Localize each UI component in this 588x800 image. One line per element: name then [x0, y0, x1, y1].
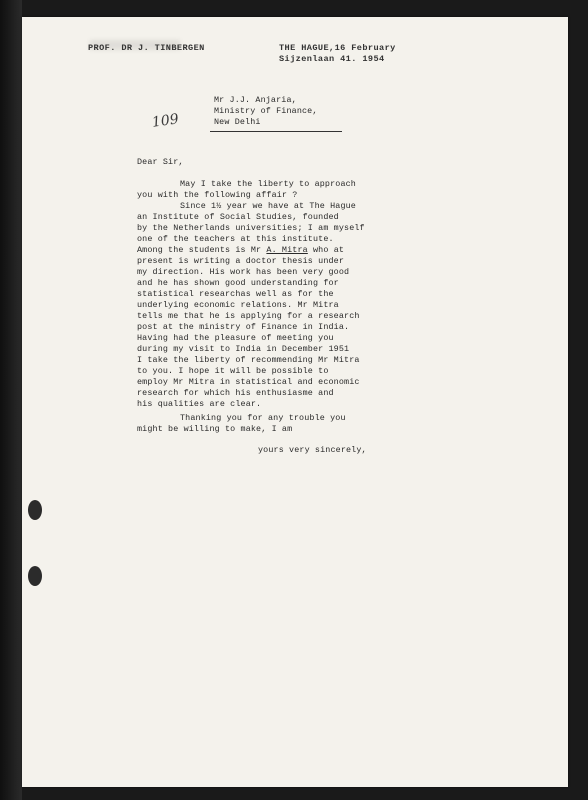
para2-line: one of the teachers at this institute. — [137, 234, 334, 244]
scan-left-edge — [0, 0, 22, 800]
para2-line: and he has shown good understanding for — [137, 278, 339, 288]
recipient-name: Mr J.J. Anjaria, — [214, 95, 297, 105]
address-underline — [210, 131, 342, 132]
mitra-name: A. Mitra — [266, 245, 308, 255]
para2-line: post at the ministry of Finance in India. — [137, 322, 350, 332]
punch-hole-upper — [28, 500, 42, 520]
para1-line: you with the following affair ? — [137, 190, 298, 200]
para2-line: tells me that he is applying for a research — [137, 311, 360, 321]
para2-line: by the Netherlands universities; I am myself — [137, 223, 365, 233]
para1-line: May I take the liberty to approach — [180, 179, 356, 189]
para3-line: might be willing to make, I am — [137, 424, 293, 434]
para2-line: an Institute of Social Studies, founded — [137, 212, 339, 222]
para2-line: Having had the pleasure of meeting you — [137, 333, 334, 343]
para2-line: research for which his enthusiasme and — [137, 388, 334, 398]
para2-line: present is writing a doctor thesis under — [137, 256, 345, 266]
handwritten-number: 109 — [151, 111, 180, 131]
city-date: THE HAGUE,16 February — [279, 43, 396, 53]
letter-page — [22, 17, 568, 787]
sender-name: PROF. DR J. TINBERGEN — [88, 43, 205, 53]
para2-line: my direction. His work has been very good — [137, 267, 350, 277]
salutation: Dear Sir, — [137, 157, 184, 167]
punch-hole-lower — [28, 566, 42, 586]
para2-line: statistical researchas well as for the — [137, 289, 334, 299]
para2-line: Since 1½ year we have at The Hague — [180, 201, 356, 211]
para2-line: employ Mr Mitra in statistical and economic — [137, 377, 360, 387]
recipient-office: Ministry of Finance, — [214, 106, 318, 116]
mitra-suffix: who at — [307, 245, 345, 255]
para2-line: his qualities are clear. — [137, 399, 262, 409]
para2-line: during my visit to India in December 1951 — [137, 344, 350, 354]
mitra-prefix: Among the students is Mr — [137, 245, 267, 255]
para2-line: I take the liberty of recommending Mr Mitra — [137, 355, 360, 365]
para3-line: Thanking you for any trouble you — [180, 413, 346, 423]
recipient-city: New Delhi — [214, 117, 261, 127]
closing: yours very sincerely, — [258, 445, 367, 455]
para2-mitra-line — [137, 245, 344, 256]
para2-line: to you. I hope it will be possible to — [137, 366, 329, 376]
para2-line: underlying economic relations. Mr Mitra — [137, 300, 339, 310]
street-year: Sijzenlaan 41. 1954 — [279, 54, 385, 64]
